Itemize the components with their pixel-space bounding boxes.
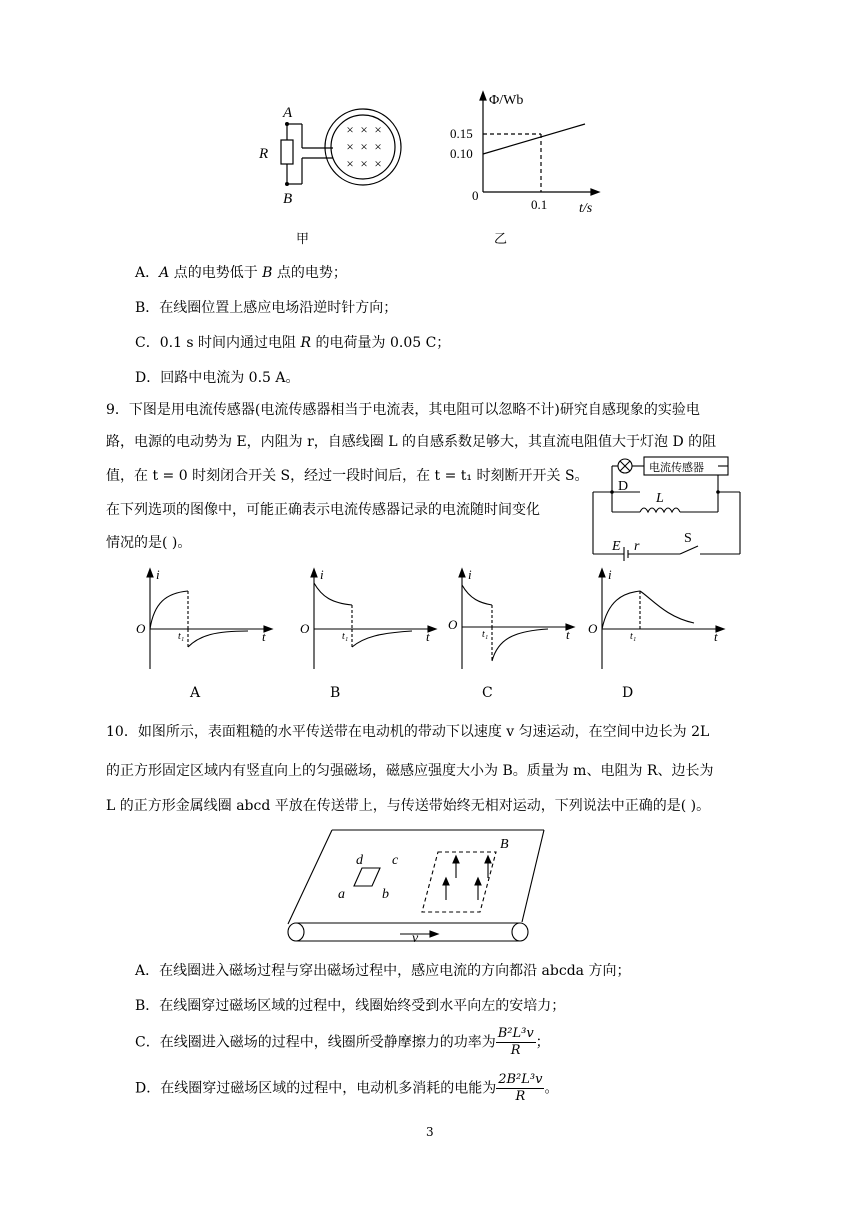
lamp-label: D (618, 479, 629, 494)
caption-jia: 甲 (296, 232, 310, 247)
graph-b-i: i (320, 567, 324, 582)
t-axis-label: t/s (579, 201, 593, 216)
q10-option-a: A．在线圈进入磁场过程与穿出磁场过程中，感应电流的方向都沿 abcda 方向； (135, 963, 631, 979)
figure-jia (255, 100, 425, 210)
graph-b-o: O (300, 621, 310, 636)
switch-label: S (684, 531, 692, 546)
corner-c: c (392, 853, 399, 868)
q10-option-d: D．在线圈穿过磁场区域的过程中，电动机多消耗的电能为 $\frac{\text{2B²L³v}}{R}$ 。 (135, 1072, 559, 1104)
page-number: 3 (426, 1125, 434, 1139)
graph-d-i: i (608, 567, 612, 582)
field-b-label: B (500, 837, 509, 852)
graph-a-t1: t₁ (178, 631, 185, 642)
q9-line-5: 情况的是( )。 (106, 535, 192, 551)
graph-b-t1: t₁ (342, 631, 349, 642)
q9-graph-c (442, 565, 592, 675)
corner-d: d (356, 853, 363, 868)
svg-text:×: × (360, 156, 368, 171)
graph-d-t: t (714, 629, 718, 644)
svg-text:×: × (360, 122, 368, 137)
graph-a-caption: A (190, 685, 201, 701)
graph-b-t: t (426, 629, 430, 644)
svg-text:×: × (346, 122, 354, 137)
corner-a: a (338, 887, 345, 902)
graph-c-o: O (448, 617, 458, 632)
q9-line-3: 值，在 t = 0 时刻闭合开关 S，经过一段时间后，在 t = t₁ 时刻断开开关 S。 (106, 468, 589, 484)
figure-yi (445, 88, 615, 218)
q9-circuit (588, 452, 748, 564)
graph-d-caption: D (622, 685, 634, 701)
svg-text:×: × (374, 139, 382, 154)
q9-line-2: 路，电源的电动势为 E，内阻为 r，自感线圈 L 的自感系数足够大，其直流电阻值大于灯泡 D 的阻 (106, 434, 717, 450)
svg-text:×: × (360, 139, 368, 154)
label-a: A (283, 105, 293, 121)
graph-c-t: t (566, 627, 570, 642)
q10-option-c-fraction: $\frac{\text{B²L³v}}{R}$ (497, 1026, 534, 1058)
tick-010: 0.10 (450, 146, 473, 161)
q8-option-b: B．在线圈位置上感应电场沿逆时针方向； (135, 300, 398, 316)
graph-a-t: t (262, 629, 266, 644)
phi-axis-label: Φ/Wb (489, 93, 524, 108)
q9-line-4: 在下列选项的图像中，可能正确表示电流传感器记录的电流随时间变化 (106, 502, 540, 518)
q10-option-c: C．在线圈进入磁场的过程中，线圈所受静摩擦力的功率为 $\frac{\text{B²L³v}}{R}$ ； (135, 1026, 550, 1058)
graph-c-i: i (468, 567, 472, 582)
label-b: B (283, 191, 293, 207)
q8-option-d: D．回路中电流为 0.5 A。 (135, 370, 300, 386)
inductor-label: L (656, 491, 664, 506)
q9-line-1: 9．下图是用电流传感器(电流传感器相当于电流表，其电阻可以忽略不计)研究自感现象的实验电 (106, 402, 700, 418)
label-r: R (259, 146, 269, 162)
graph-a-o: O (136, 621, 146, 636)
graph-c-caption: C (482, 685, 493, 701)
emf-label: E (612, 539, 621, 554)
graph-a-i: i (156, 567, 160, 582)
tick-01: 0.1 (531, 197, 548, 212)
q10-option-d-fraction: $\frac{\text{2B²L³v}}{R}$ (498, 1072, 543, 1104)
q9-graph-b (294, 565, 444, 675)
sensor-label: 电流传感器 (649, 462, 704, 474)
svg-text:×: × (374, 156, 382, 171)
q10-line-1: 10．如图所示，表面粗糙的水平传送带在电动机的带动下以速度 v 匀速运动，在空间中边长为 2L (106, 724, 710, 740)
q10-option-b: B．在线圈穿过磁场区域的过程中，线圈始终受到水平向左的安培力； (135, 998, 566, 1014)
graph-c-t1: t₁ (482, 629, 489, 640)
velocity-label: v (412, 931, 419, 946)
origin-0: 0 (472, 188, 479, 203)
q10-line-3: L 的正方形金属线圈 abcd 平放在传送带上，与传送带始终无相对运动，下列说法中正确的是( )。 (106, 798, 711, 814)
q9-graph-a (130, 565, 280, 675)
q9-graph-d (582, 565, 732, 675)
svg-text:×: × (346, 156, 354, 171)
svg-text:×: × (374, 122, 382, 137)
graph-d-t1: t₁ (630, 631, 637, 642)
graph-b-caption: B (330, 685, 341, 701)
svg-text:×: × (346, 139, 354, 154)
corner-b: b (382, 887, 389, 902)
caption-yi: 乙 (494, 232, 508, 247)
q8-option-a: A．A 点的电势低于 B 点的电势； (135, 265, 347, 281)
q10-conveyor-figure (282, 826, 546, 946)
q8-option-c: C．0.1 s 时间内通过电阻 R 的电荷量为 0.05 C； (135, 335, 451, 351)
graph-d-o: O (588, 621, 598, 636)
tick-015: 0.15 (450, 126, 473, 141)
resistance-label: r (634, 539, 640, 554)
q10-line-2: 的正方形固定区域内有竖直向上的匀强磁场，磁感应强度大小为 B。质量为 m、电阻为 R、边长为 (106, 763, 714, 779)
